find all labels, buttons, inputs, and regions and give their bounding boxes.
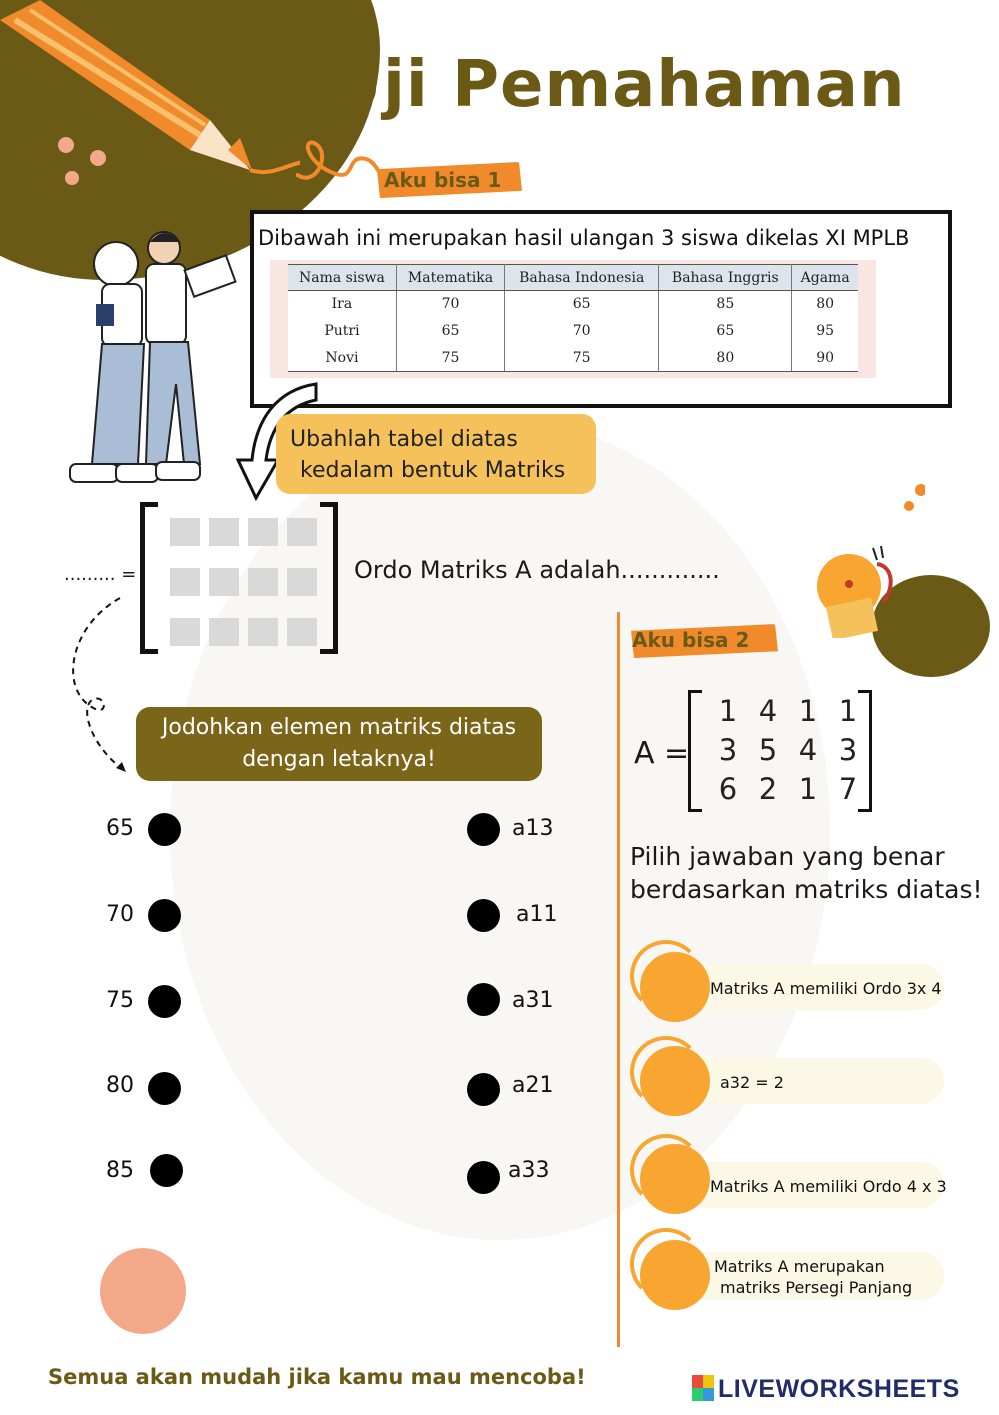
option-label-line: matriks Persegi Panjang bbox=[720, 1278, 913, 1297]
liveworksheets-logo-icon bbox=[692, 1375, 714, 1401]
pencil-icon bbox=[0, 0, 300, 210]
table-cell: 80 bbox=[816, 296, 835, 313]
instruction-line: Ubahlah tabel diatas bbox=[290, 427, 518, 452]
matrix-a-grid bbox=[708, 694, 868, 811]
matrix-name-blank: ......... = bbox=[64, 564, 137, 585]
table-cell: Ira bbox=[288, 291, 396, 318]
matrix-input-grid bbox=[170, 518, 317, 646]
match-left-dot[interactable] bbox=[148, 1072, 181, 1105]
match-left-label: 70 bbox=[106, 902, 134, 927]
match-right-dot[interactable] bbox=[467, 1073, 500, 1106]
section2-label: Aku bisa 2 bbox=[632, 628, 750, 652]
table-cell: 65 bbox=[396, 318, 504, 345]
matrix-input-cell[interactable] bbox=[209, 568, 239, 596]
table-row bbox=[288, 291, 858, 318]
match-right-label: a21 bbox=[512, 1073, 554, 1098]
matrix-input-cell[interactable] bbox=[287, 568, 317, 596]
match-right-dot[interactable] bbox=[467, 1161, 500, 1194]
option-label: Matriks A memiliki Ordo 4 x 3 bbox=[710, 1177, 947, 1196]
dashed-arrow-icon bbox=[60, 596, 136, 780]
table-cell: 90 bbox=[792, 345, 858, 372]
match-left-dot[interactable] bbox=[150, 1154, 183, 1187]
matching-instruction-line: Jodohkan elemen matriks diatas bbox=[161, 715, 517, 740]
matrix-input-cell[interactable] bbox=[170, 518, 200, 546]
section-divider bbox=[617, 612, 620, 1347]
option-radio[interactable] bbox=[640, 1046, 710, 1116]
match-right-dot[interactable] bbox=[467, 813, 500, 846]
table-header: Nama siswa bbox=[288, 265, 396, 291]
table-header: Agama bbox=[792, 265, 858, 291]
matrix-a-element: 7 bbox=[838, 772, 858, 806]
table-cell: 65 bbox=[505, 291, 659, 318]
matrix-a-bracket-left bbox=[688, 690, 702, 812]
ordo-question: Ordo Matriks A adalah............. bbox=[354, 556, 720, 584]
matrix-bracket-right bbox=[320, 502, 338, 654]
match-right-dot[interactable] bbox=[467, 983, 500, 1016]
match-right-dot[interactable] bbox=[467, 899, 500, 932]
matrix-a-element: 3 bbox=[718, 733, 738, 767]
footer-motto: Semua akan mudah jika kamu mau mencoba! bbox=[48, 1365, 586, 1389]
option-radio[interactable] bbox=[640, 952, 710, 1022]
table-intro-text: Dibawah ini merupakan hasil ulangan 3 siswa dikelas XI MPLB bbox=[258, 226, 910, 250]
option-label: Matriks A memiliki Ordo 3x 4 bbox=[710, 979, 942, 998]
match-left-label: 75 bbox=[106, 988, 134, 1013]
match-left-dot[interactable] bbox=[148, 899, 181, 932]
option-label: a32 = 2 bbox=[720, 1073, 784, 1092]
matrix-input-cell[interactable] bbox=[170, 568, 200, 596]
matrix-a-label: A = bbox=[634, 736, 690, 771]
megaphone-icon bbox=[815, 478, 925, 638]
matrix-input-cell[interactable] bbox=[209, 618, 239, 646]
matrix-input-cell[interactable] bbox=[170, 618, 200, 646]
match-left-label: 85 bbox=[106, 1158, 134, 1183]
matrix-input-cell[interactable] bbox=[287, 518, 317, 546]
matrix-input-cell[interactable] bbox=[287, 618, 317, 646]
table-cell: 95 bbox=[816, 323, 835, 339]
table-cell: Novi bbox=[288, 345, 396, 372]
option-label bbox=[714, 1256, 912, 1298]
table-row bbox=[288, 318, 858, 345]
matrix-input-cell[interactable] bbox=[248, 518, 278, 546]
scribble-icon bbox=[296, 134, 386, 194]
instruction-text bbox=[290, 424, 565, 486]
table-cell: 80 bbox=[659, 345, 792, 372]
matrix-a-element: 4 bbox=[798, 733, 818, 767]
option-radio[interactable] bbox=[640, 1144, 710, 1214]
matrix-a-element: 1 bbox=[798, 772, 818, 806]
matching-instruction-line: dengan letaknya! bbox=[242, 747, 436, 772]
table-cell: 75 bbox=[505, 345, 659, 372]
choice-question-line: berdasarkan matriks diatas! bbox=[630, 875, 983, 904]
table-cell: 85 bbox=[659, 291, 792, 318]
match-right-label: a13 bbox=[512, 816, 554, 841]
grades-table-wrapper bbox=[270, 260, 876, 378]
matrix-a-element: 6 bbox=[718, 772, 738, 806]
table-cell: Putri bbox=[288, 318, 396, 345]
matrix-a bbox=[688, 690, 872, 812]
instruction-line: kedalam bentuk Matriks bbox=[300, 458, 566, 483]
page-title: Uji Pemahaman bbox=[330, 48, 906, 122]
choice-question-line: Pilih jawaban yang benar bbox=[630, 842, 945, 871]
matching-instruction bbox=[136, 712, 542, 776]
table-header: Matematika bbox=[396, 265, 504, 291]
peach-blob-decoration bbox=[100, 1248, 186, 1334]
grades-table bbox=[288, 264, 858, 372]
matrix-a-element: 1 bbox=[718, 694, 738, 728]
choice-question bbox=[630, 840, 983, 906]
table-header: Bahasa Indonesia bbox=[505, 265, 659, 291]
option-radio[interactable] bbox=[640, 1240, 710, 1310]
match-right-label: a11 bbox=[516, 902, 558, 927]
match-left-dot[interactable] bbox=[148, 813, 181, 846]
matrix-a-element: 2 bbox=[758, 772, 778, 806]
matrix-a-element: 5 bbox=[758, 733, 778, 767]
matrix-input-cell[interactable] bbox=[248, 568, 278, 596]
table-cell: 65 bbox=[659, 318, 792, 345]
section1-label: Aku bisa 1 bbox=[384, 168, 502, 192]
brand-name: LIVEWORKSHEETS bbox=[718, 1375, 960, 1403]
table-header: Bahasa Inggris bbox=[659, 265, 792, 291]
matrix-a-element: 1 bbox=[798, 694, 818, 728]
table-cell: 70 bbox=[396, 291, 504, 318]
match-left-dot[interactable] bbox=[148, 985, 181, 1018]
table-cell: 70 bbox=[505, 318, 659, 345]
match-right-label: a33 bbox=[508, 1158, 550, 1183]
table-row bbox=[288, 345, 858, 372]
match-left-label: 80 bbox=[106, 1073, 134, 1098]
match-left-label: 65 bbox=[106, 816, 134, 841]
option-label-line: Matriks A merupakan bbox=[714, 1257, 885, 1276]
matrix-input-cell[interactable] bbox=[209, 518, 239, 546]
match-right-label: a31 bbox=[512, 988, 554, 1013]
matrix-a-element: 4 bbox=[758, 694, 778, 728]
matrix-a-element: 1 bbox=[838, 694, 858, 728]
matrix-input-cell[interactable] bbox=[248, 618, 278, 646]
table-cell: 75 bbox=[396, 345, 504, 372]
matrix-bracket-left bbox=[140, 502, 158, 654]
matrix-a-element: 3 bbox=[838, 733, 858, 767]
